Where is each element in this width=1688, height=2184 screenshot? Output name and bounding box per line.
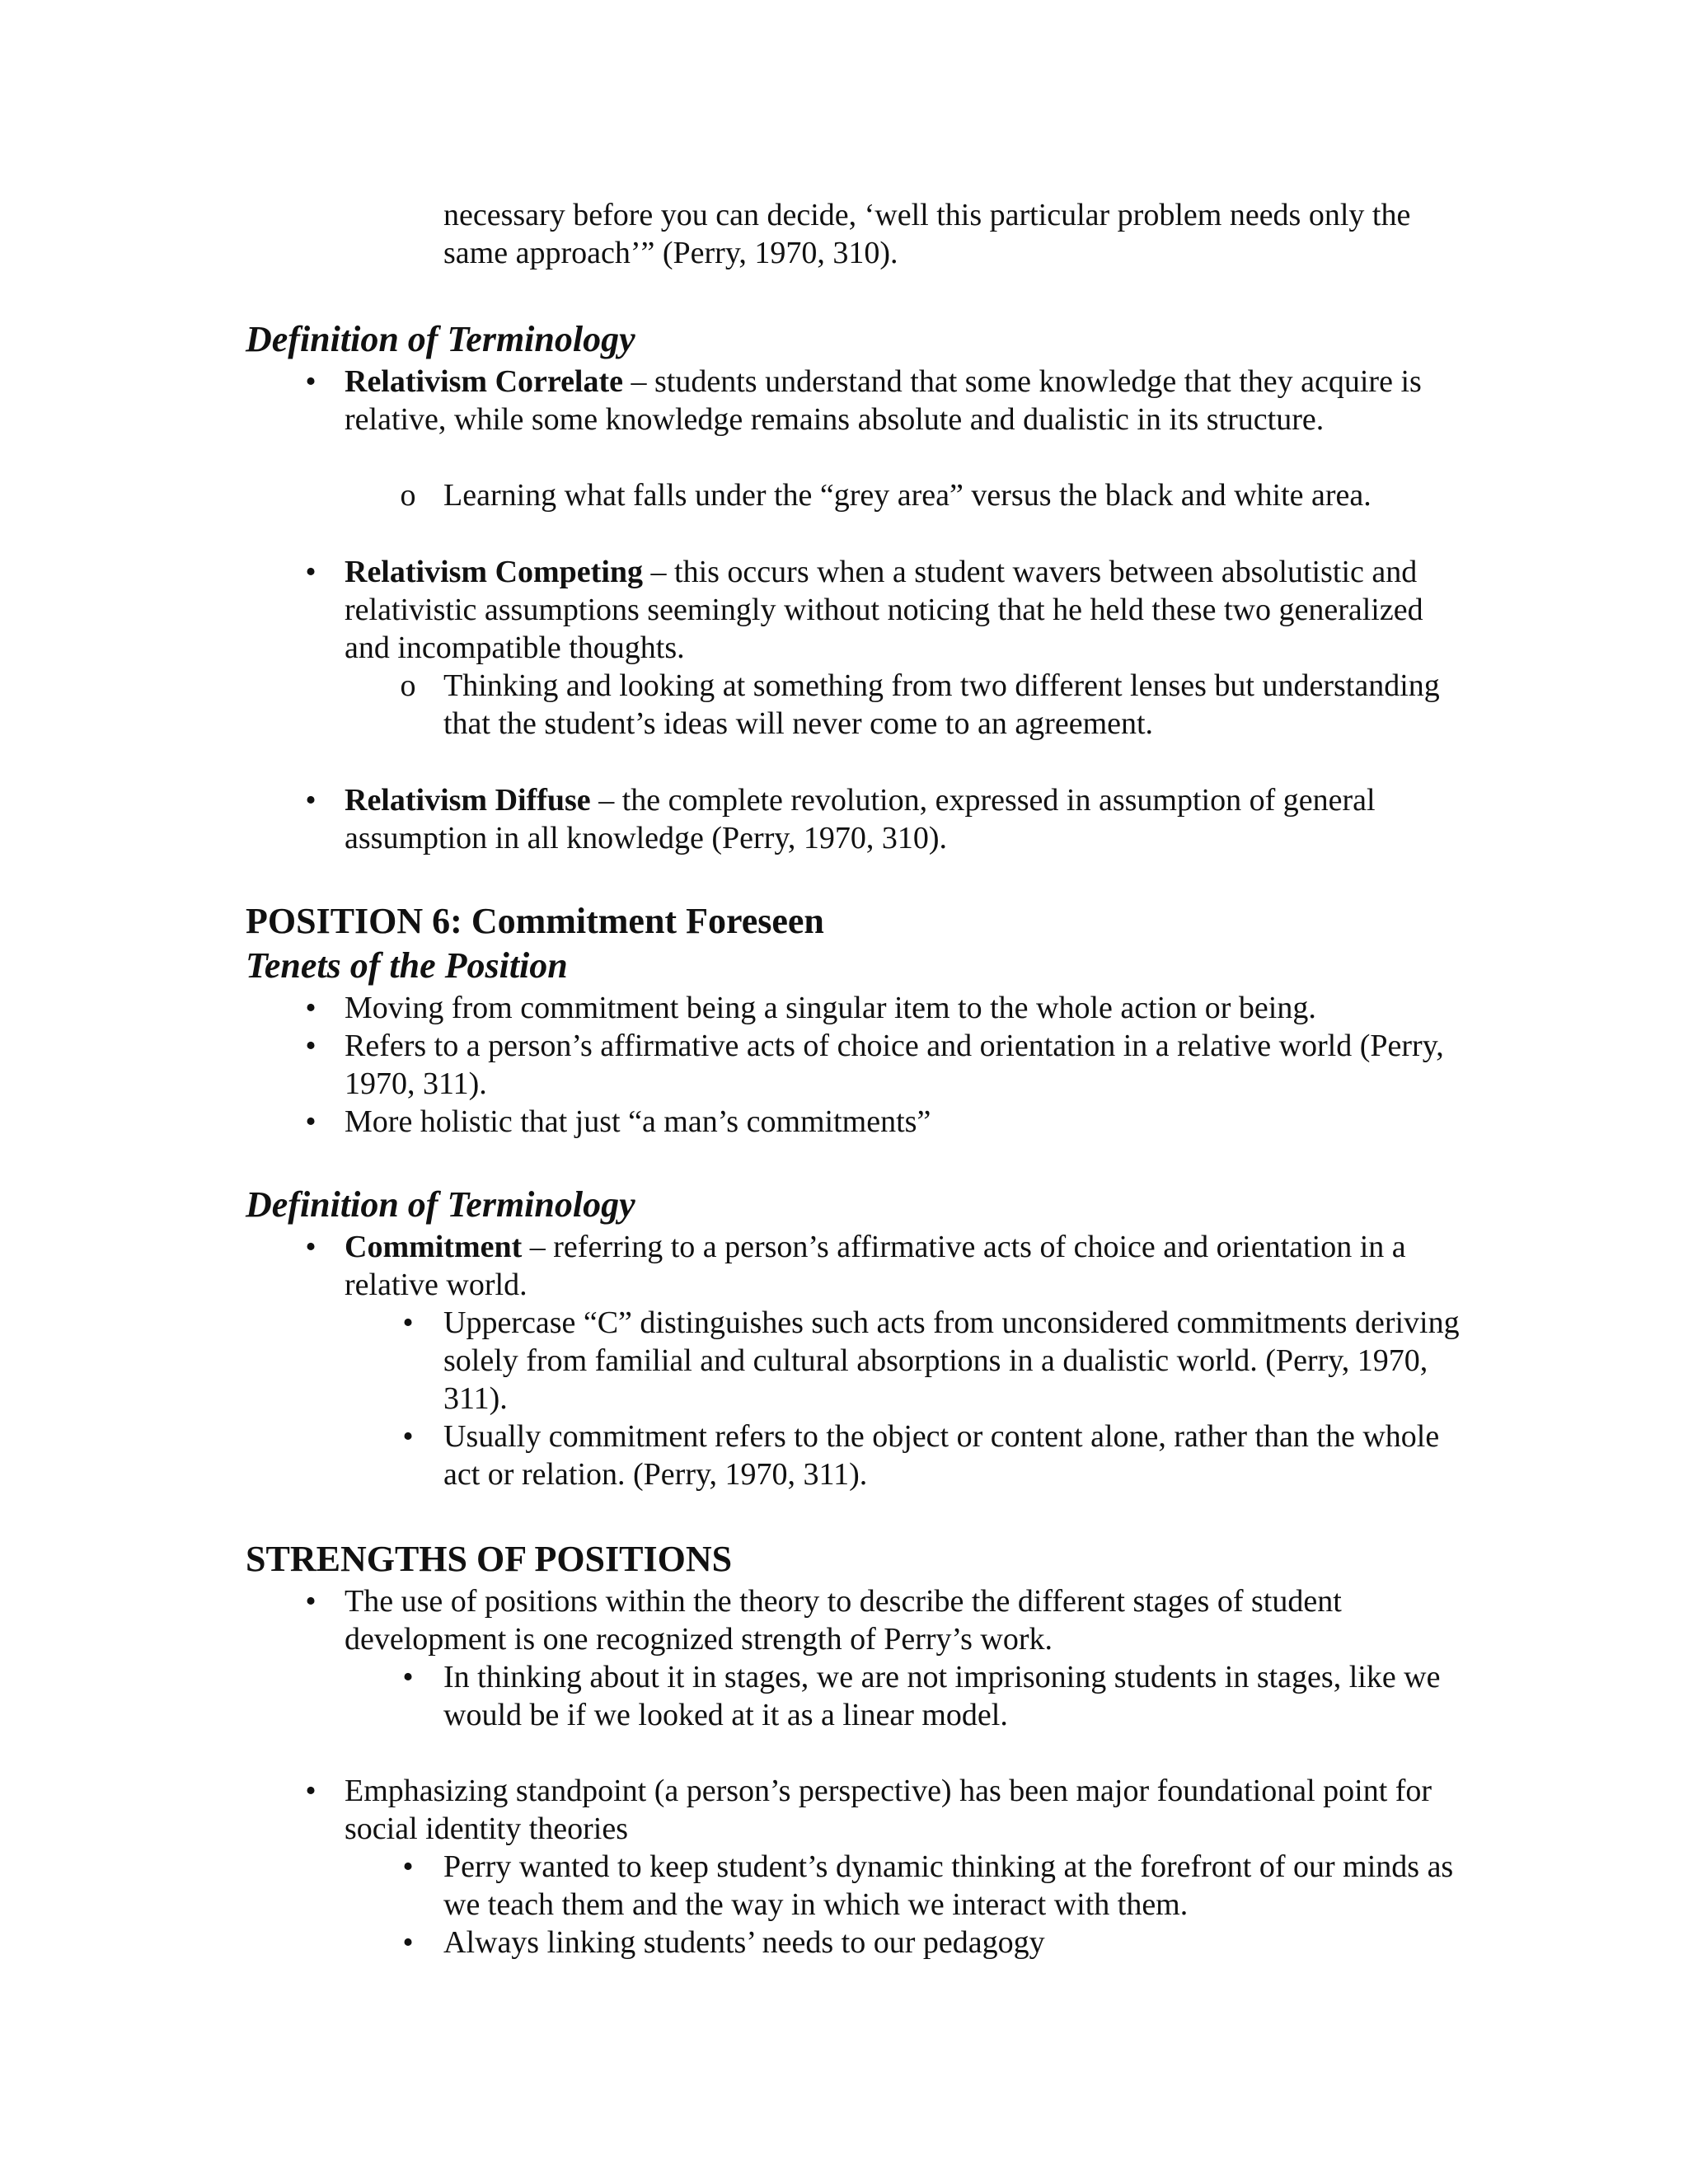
sub-item-text: In thinking about it in stages, we are not imprisoning students in stages, like we would be if we looked at it as a linear model. xyxy=(443,1660,1441,1732)
sub-item-text: Thinking and looking at something from two different lenses but understanding that the student’s ideas will never come to an agreement. xyxy=(443,668,1440,741)
tenet-text: Moving from commitment being a singular item to the whole action or being. xyxy=(345,991,1316,1025)
bullet-marker: • xyxy=(402,1849,414,1884)
sub-list-item xyxy=(402,1304,1465,1418)
list-item xyxy=(305,781,1449,857)
bullet-marker: • xyxy=(305,1029,316,1063)
sub-list-item xyxy=(402,1848,1465,1924)
term-definition: – students understand that some knowledge that they acquire is relative, while some knowledge remains absolute and dualistic in its structure. xyxy=(345,364,1422,437)
list-item xyxy=(305,1582,1449,1658)
strength-text: The use of positions within the theory to describe the different stages of student development is one recognized strength of Perry’s work. xyxy=(345,1584,1342,1657)
sub-item-text: Perry wanted to keep student’s dynamic thinking at the forefront of our minds as we teach them and the way in which we interact with them. xyxy=(443,1849,1454,1922)
bullet-marker: • xyxy=(305,1774,316,1808)
sub-list-item xyxy=(402,1418,1465,1493)
tenet-text: More holistic that just “a man’s commitments” xyxy=(345,1104,931,1139)
bullet-marker: • xyxy=(305,991,316,1025)
bullet-marker: • xyxy=(305,1104,316,1139)
list-item xyxy=(305,1103,1449,1141)
bullet-marker: • xyxy=(305,555,316,589)
sub-item-text: Usually commitment refers to the object or content alone, rather than the whole act or relation. (Perry, 1970, 311). xyxy=(443,1419,1440,1492)
list-item xyxy=(305,1228,1449,1304)
term-label: Commitment xyxy=(345,1230,523,1264)
sub-list-item xyxy=(402,1924,1465,1961)
section-heading-definition: Definition of Terminology xyxy=(246,319,635,359)
bullet-marker: • xyxy=(402,1305,414,1340)
circle-marker: o xyxy=(400,478,416,513)
list-item xyxy=(305,1027,1449,1103)
term-label: Relativism Correlate xyxy=(345,364,624,399)
bullet-marker: • xyxy=(305,783,316,818)
continued-quote: necessary before you can decide, ‘well this particular problem needs only the same approach’” (Perry, 1970, 310). xyxy=(443,198,1411,270)
sub-item-text: Learning what falls under the “grey area” versus the black and white area. xyxy=(443,478,1372,513)
section-heading-definition: Definition of Terminology xyxy=(246,1184,635,1225)
tenet-text: Refers to a person’s affirmative acts of choice and orientation in a relative world (Perry, 1970, 311). xyxy=(345,1029,1444,1101)
circle-marker: o xyxy=(400,668,416,703)
sub-item-text: Uppercase “C” distinguishes such acts from unconsidered commitments deriving solely from familial and cultural absorptions in a dualistic world. (Perry, 1970, 311). xyxy=(443,1305,1460,1416)
tenets-heading: Tenets of the Position xyxy=(246,945,568,986)
strength-text: Emphasizing standpoint (a person’s perspective) has been major foundational point for social identity theories xyxy=(345,1774,1432,1846)
list-item xyxy=(305,989,1449,1027)
sub-list-item xyxy=(402,1658,1465,1734)
strengths-heading: STRENGTHS OF POSITIONS xyxy=(246,1539,733,1579)
bullet-marker: • xyxy=(305,1584,316,1619)
bullet-marker: • xyxy=(402,1660,414,1694)
bullet-marker: • xyxy=(402,1419,414,1454)
term-definition: – the complete revolution, expressed in assumption of general assumption in all knowledge (Perry, 1970, 310). xyxy=(345,783,1376,855)
bullet-marker: • xyxy=(305,1230,316,1264)
list-item xyxy=(305,363,1449,438)
term-label: Relativism Diffuse xyxy=(345,783,591,818)
term-definition: – referring to a person’s affirmative acts of choice and orientation in a relative world. xyxy=(345,1230,1406,1302)
term-label: Relativism Competing xyxy=(345,555,644,589)
bullet-marker: • xyxy=(402,1925,414,1960)
bullet-marker: • xyxy=(305,364,316,399)
position-heading: POSITION 6: Commitment Foreseen xyxy=(246,901,824,941)
list-item xyxy=(305,1772,1449,1848)
sub-list-item xyxy=(400,667,1465,743)
sub-item-text: Always linking students’ needs to our pedagogy xyxy=(443,1925,1045,1960)
list-item xyxy=(305,553,1449,667)
sub-list-item xyxy=(400,476,1465,514)
term-definition: – this occurs when a student wavers between absolutistic and relativistic assumptions seemingly without noticing that he held these two generalized and incompatible thoughts. xyxy=(345,555,1423,665)
